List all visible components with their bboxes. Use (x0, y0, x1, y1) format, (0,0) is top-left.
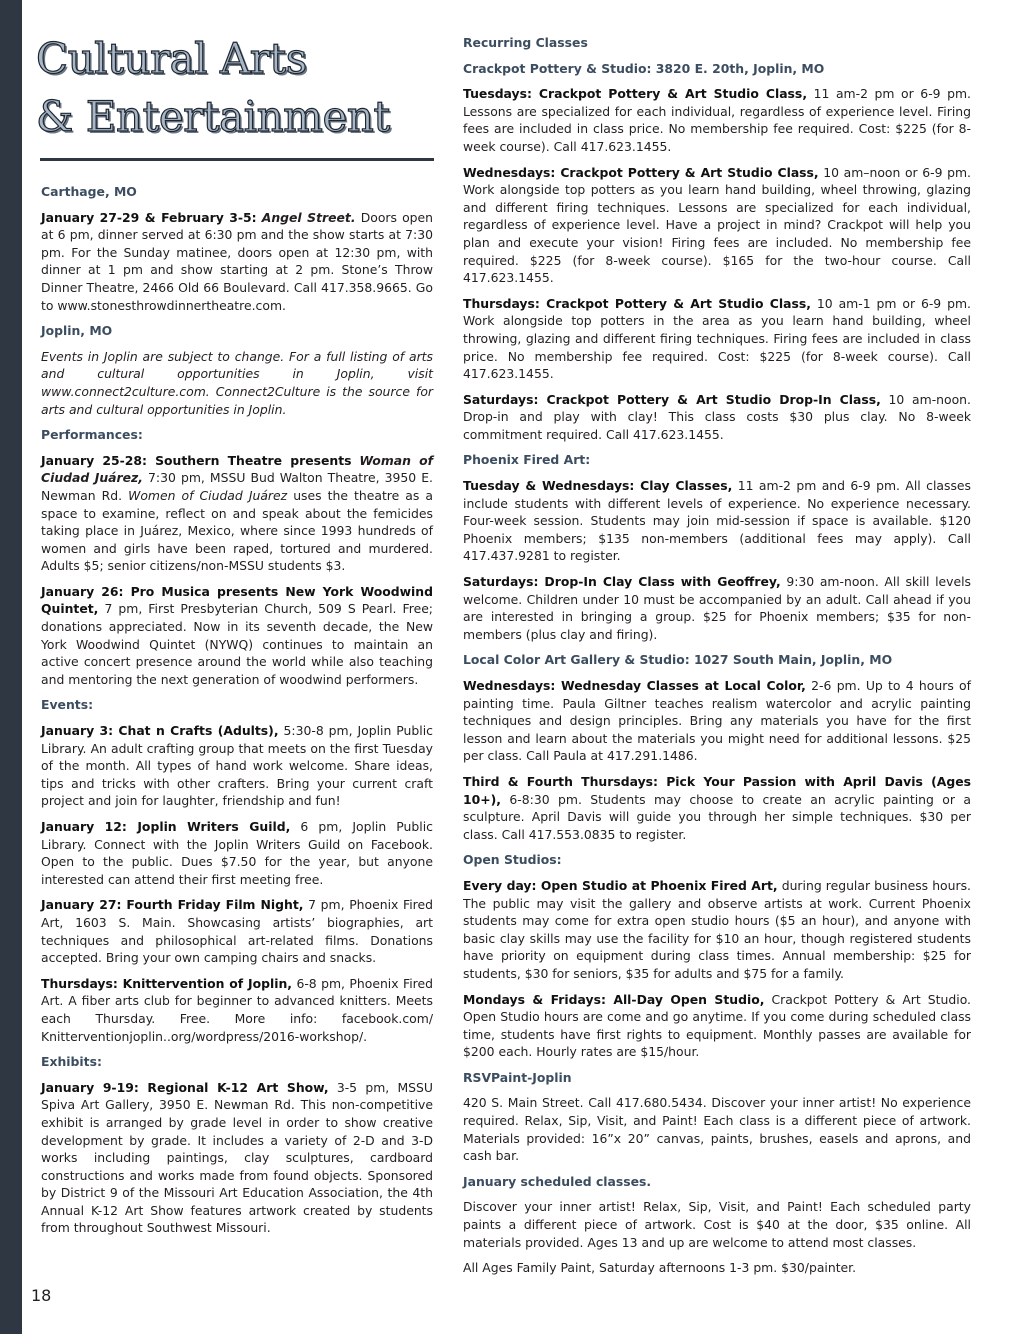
listing-local-color-wednesday: Wednesdays: Wednesday Classes at Local Color, 2-6 pm. Up to 4 hours of painting time. Paula Giltner teaches realism watercolor and acrylic painting techniques and design principles. Bring any materials you have for the first lesson and learn about the materials you might need for additional lessons. $25 per class. Call Paula at 417.291.1486. (463, 678, 971, 764)
listing-film-night: January 27: Fourth Friday Film Night, 7 pm, Phoenix Fired Art, 1603 S. Main. Showcasing artists’ biographies, art techniques and philosophical art-related films. Donations accepted. Bring your own camping chairs and snacks. (41, 897, 433, 966)
listing-chat-n-crafts: January 3: Chat n Crafts (Adults), 5:30-8 pm, Joplin Public Library. An adult crafting group that meets on the first Tuesday of the month. All types of hand work welcome. Share ideas, tips and tricks with other crafters. Bring your current craft project and join for laughter, friendship and fun! (41, 723, 433, 809)
heading-local-color: Local Color Art Gallery & Studio: 1027 South Main, Joplin, MO (463, 652, 893, 668)
heading-joplin: Joplin, MO (41, 323, 113, 339)
heading-open-studios: Open Studios: (463, 852, 562, 868)
heading-crackpot: Crackpot Pottery & Studio: 3820 E. 20th, Joplin, MO (463, 60, 825, 76)
listing-geoffrey-class: Saturdays: Drop-In Clay Class with Geoffrey, 9:30 am-noon. All skill levels welcome. Children under 10 must be accompanied by an adult. Call ahead if you are interested in bringing a group. $25 for Phoenix members; $35 for non-members (plus clay and firing). (463, 574, 971, 642)
listing-woman-ciudad-juarez: January 25-28: Southern Theatre presents Woman of Ciudad Juárez, 7:30 pm, MSSU Bud Walton Theatre, 3950 E. Newman Rd. Women of Ciudad Juárez uses the theatre as a space to examine, reflect on and speak about the femicides taking place in Juárez, Mexico, where since 1993 hundreds of women and girls have been raped, tortured and murdered. Adults $5; senior citizens/non-MSSU students $3. (41, 452, 433, 574)
heading-phoenix-fired-art: Phoenix Fired Art: (463, 452, 591, 468)
listing-clay-classes: Tuesday & Wednesdays: Clay Classes, 11 am-2 pm and 6-9 pm. All classes include students with different levels of experience. No experience necessary. Four-week session. Students may join mid-session if space is available. $120 Phoenix members; $135 non-members (additional fees may apply). Call 417.437.9281 to register. (463, 478, 971, 564)
page-title (36, 30, 446, 146)
listing-crackpot-saturday: Saturdays: Crackpot Pottery & Art Studio Drop-In Class, 10 am-noon. Drop-in and play with clay! This class costs $30 plus clay. No 8-week commitment required. Call 417.623.1455. (463, 391, 971, 442)
title-underline (40, 158, 434, 161)
title-line-1: Cultural Arts (36, 34, 307, 83)
title-line-2: & Entertainment (36, 92, 390, 141)
listing-angel-street: January 27-29 & February 3-5: Angel Street. Doors open at 6 pm, dinner served at 6:30 pm and the show starts at 7:30 pm. For the Sunday matinee, doors open at 12:30 pm, with dinner at 1 pm and show starting at 2 pm. Stone’s Throw Dinner Theatre, 2466 Old 66 Boulevard. Call 417.358.9665. Go to www.stonesthrowdinnertheatre.com. (41, 209, 433, 313)
family-paint-text: All Ages Family Paint, Saturday afternoons 1-3 pm. $30/painter. (463, 1260, 857, 1276)
heading-performances: Performances: (41, 427, 143, 443)
listing-all-day-open-studio: Mondays & Fridays: All-Day Open Studio, Crackpot Pottery & Art Studio. Open Studio hours are come and go anytime. If you come during scheduled class time, students have first rights to equipment. Monthly passes are available for $200 each. Hourly rates are $15/hour. (463, 991, 971, 1060)
joplin-note: Events in Joplin are subject to change. For a full listing of arts and cultural opportunities in Joplin, visit www.connect2culture.com. Connect2Culture is the source for arts and cultural opportunities in Joplin. (41, 348, 433, 417)
heading-exhibits: Exhibits: (41, 1054, 102, 1070)
page-number: 18 (31, 1286, 52, 1305)
heading-carthage: Carthage, MO (41, 184, 137, 199)
heading-rsvpaint: RSVPaint-Joplin (463, 1069, 572, 1085)
listing-woodwind-quintet: January 26: Pro Musica presents New York Woodwind Quintet, 7 pm, First Presbyterian Church, 509 S Pearl. Free; donations appreciated. Now in its seventh decade, the New York Woodwind Quintet (NYWQ) continues to maintain an active concert presence around the world while also teaching and mentoring the next generation of woodwind performers. (41, 583, 433, 687)
listing-crackpot-tuesday: Tuesdays: Crackpot Pottery & Art Studio Class, 11 am-2 pm or 6-9 pm. Lessons are specialized for each individual, regardless of experience level. Firing fees are included in class price. No membership fee required. Cost: $225 (for 8-week course). Call 417.623.1455. (463, 86, 971, 154)
listing-knittervention: Thursdays: Knittervention of Joplin, 6-8 pm, Phoenix Fired Art. A fiber arts club for beginner to advanced knitters. Meets each Thursday. Free. More info: facebook.com/ Knitterventionjoplin..org/wordpress/2016-workshop/. (41, 975, 433, 1044)
heading-recurring-classes: Recurring Classes (463, 35, 588, 50)
listing-writers-guild: January 12: Joplin Writers Guild, 6 pm, Joplin Public Library. Connect with the Joplin Writers Guild on Facebook. Open to the public. Dues $7.50 for the year, but anyone interested can attend their first meeting free. (41, 819, 433, 887)
left-column (41, 183, 433, 1245)
page-spine-bar (0, 0, 22, 1334)
listing-crackpot-wednesday: Wednesdays: Crackpot Pottery & Art Studio Class, 10 am–noon or 6-9 pm. Work alongside top potters as you learn hand building, wheel throwing, glazing and different firing techniques. Lessons are specialized for each individual, regardless of experience level. Have a project in mind? Crackpot will help you plan and execute your vision! Firing fees are included. No membership fee required. $225 (for 8-week course). $165 for the two-hour course. Call 417.623.1455. (463, 164, 971, 286)
listing-pick-your-passion: Third & Fourth Thursdays: Pick Your Passion with April Davis (Ages 10+), 6-8:30 pm. Students may choose to create an acrylic painting or a sculpture. April Davis will guide you through her simple techniques. $30 per class. Call 417.553.0835 to register. (463, 773, 971, 842)
right-column (463, 34, 971, 1285)
listing-open-studio-everyday: Every day: Open Studio at Phoenix Fired Art, during regular business hours. The public may visit the gallery and observe artists at work. Current Phoenix students may come for extra open studio hours ($5 an hour), and anyone with basic clay skills may use the facility for $10 an hour, though registered students have priority on equipment during class times. Annual membership: $25 for students, $30 for seniors, $35 for adults and $75 for a family. (463, 877, 971, 981)
january-classes-text: Discover your inner artist! Relax, Sip, Visit, and Paint! Each scheduled party paints a different piece of artwork. Cost is $40 at the door, $35 online. All materials provided. Ages 13 and up are welcome to attend most classes. (463, 1199, 971, 1250)
heading-events: Events: (41, 697, 94, 713)
rsvpaint-text: 420 S. Main Street. Call 417.680.5434. Discover your inner artist! No experience required. Relax, Sip, Visit, and Paint! Each class is a different piece of artwork. Materials provided: 16”x 20” canvas, paints, brushes, easels and aprons, and cash bar. (463, 1095, 971, 1164)
heading-january-classes: January scheduled classes. (463, 1173, 652, 1189)
listing-crackpot-thursday: Thursdays: Crackpot Pottery & Art Studio Class, 10 am-1 pm or 6-9 pm. Work alongside top potters in the area as you learn hand building, wheel throwing, glazing and different firing techniques. Firing fees are included in class price. No membership fee required. Cost: $225 (for 8-week course). Call 417.623.1455. (463, 295, 971, 382)
listing-k12-art-show: January 9-19: Regional K-12 Art Show, 3-5 pm, MSSU Spiva Art Gallery, 3950 E. Newman Rd. This non-competitive exhibit is arranged by grade level in order to show creative development by grade. It includes a variety of 2-D and 3-D works including paintings, clay sculptures, cardboard constructions and works made from found objects. Sponsored by District 9 of the Missouri Art Education Association, the 4th Annual K-12 Art Show features artwork created by students from throughout Southwest Missouri. (41, 1079, 433, 1236)
